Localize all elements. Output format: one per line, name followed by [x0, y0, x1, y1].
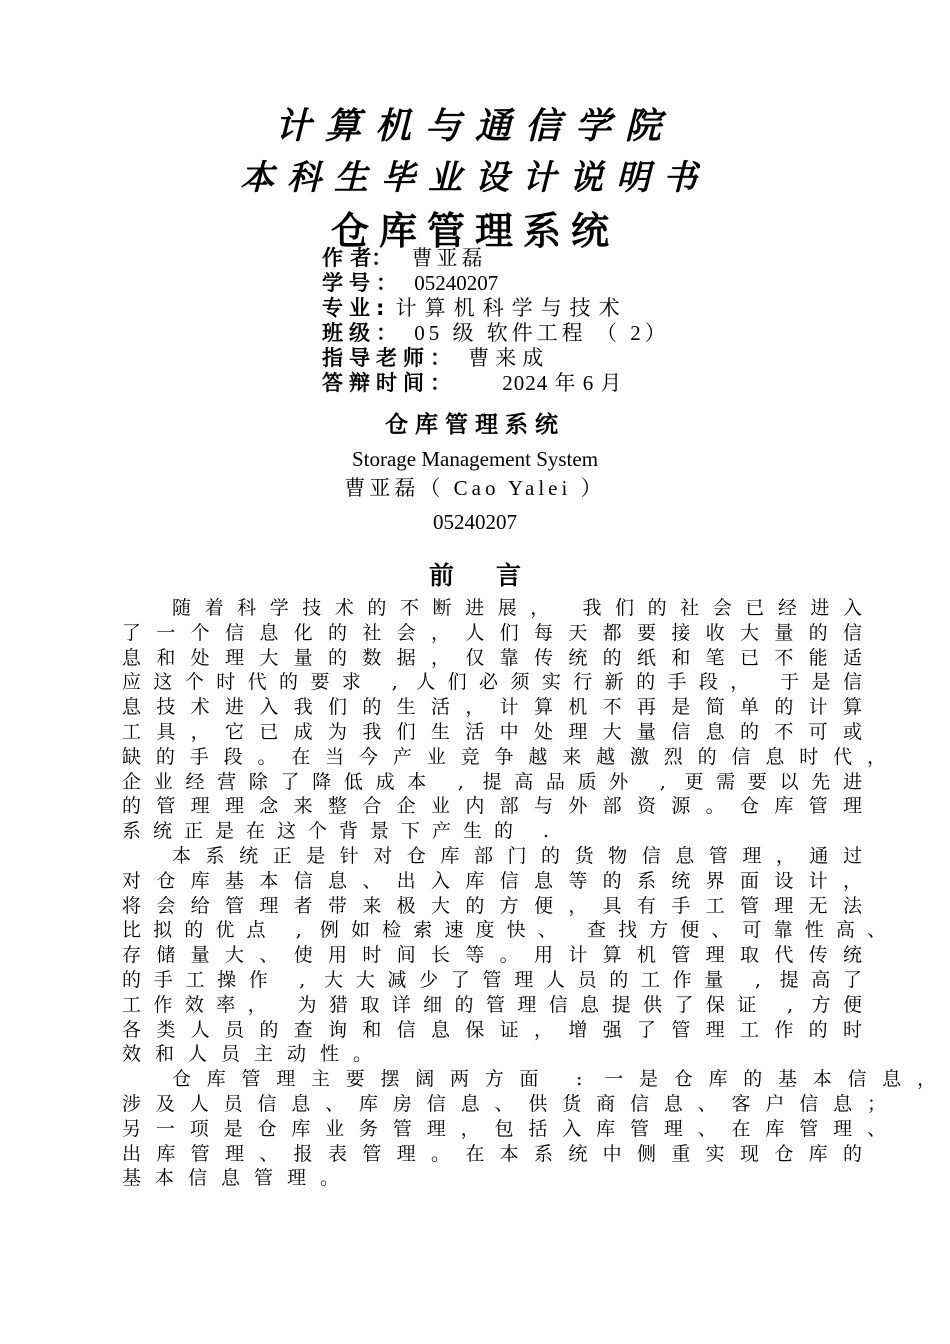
author-bilingual: 曹亚磊（ Cao Yalei ）: [344, 476, 606, 500]
preface-line: 本系统正是针对仓库部门的货物信息管理，通过: [172, 844, 862, 867]
author-row: [322, 246, 882, 271]
preface-line: 缺的手段。在当今产业竞争越来越激烈的信息时代，: [122, 745, 886, 768]
document-type: 本科生毕业设计说明书: [240, 158, 710, 198]
preface-line: 效和人员主动性。: [122, 1043, 387, 1066]
student-id-repeat: 05240207: [433, 510, 517, 534]
preface-line: 系统正是在这个背景下产生的 .: [122, 820, 562, 843]
preface-line: 对仓库基本信息、出入库信息等的系统界面设计，: [122, 869, 862, 892]
preface-line: 息技术进入我们的生活，计算机不再是简单的计算: [122, 696, 862, 719]
advisor-row: [322, 346, 882, 371]
defense-time-row: [322, 371, 882, 396]
defense-time-value: 2024 年 6 月: [502, 371, 623, 395]
preface-line: 了一个信息化的社会，人们每天都要接收大量的信: [122, 621, 862, 644]
second-title: 仓库管理系统: [385, 412, 565, 438]
preface-heading: 前言: [428, 561, 563, 590]
major-row: [322, 296, 882, 321]
student-id-label: 学号：: [322, 271, 403, 295]
advisor-label: 指导老师：: [322, 346, 457, 370]
author-value: 曹亚磊: [411, 246, 487, 270]
preface-line: 涉及人员信息、库房信息、供货商信息、客户信息；: [122, 1092, 886, 1115]
preface-line: 的管理理念来整合企业内部与外部资源。仓库管理: [122, 795, 862, 818]
preface-line: 仓库管理主要摆阔两方面 : 一是仓库的基本信息，: [172, 1068, 936, 1091]
preface-line: 比拟的优点 , 例如检索速度快、 查找方便、可靠性高、: [122, 919, 886, 942]
preface-line: 将会给管理者带来极大的方便，具有手工管理无法: [122, 894, 862, 917]
major-label: 专业:: [322, 296, 391, 320]
class-value: 05 级 软件工程 （ 2）: [414, 321, 670, 345]
class-row: [322, 321, 882, 346]
advisor-value: 曹来成: [468, 346, 550, 370]
school-name: 计算机与通信学院: [274, 105, 675, 147]
preface-line: 应这个时代的要求 , 人们必须实行新的手段， 于是信: [122, 671, 862, 694]
preface-line: 另一项是仓库业务管理，包括入库管理、在库管理、: [122, 1117, 886, 1140]
english-title: Storage Management System: [351, 447, 599, 471]
major-value: 计算机科学与技术: [395, 296, 628, 320]
class-label: 班级：: [322, 321, 403, 345]
preface-line: 随着科学技术的不断进展， 我们的社会已经进入: [172, 597, 862, 619]
preface-line: 工具，它已成为我们生活中处理大量信息的不可或: [122, 720, 862, 743]
thesis-title: 仓库管理系统: [330, 209, 619, 253]
preface-line: 各类人员的查询和信息保证，增强了管理工作的时: [122, 1018, 862, 1041]
preface-body: [122, 596, 936, 1191]
student-id-row: [322, 271, 882, 296]
preface-line: 基本信息管理。: [122, 1167, 354, 1190]
author-label: 作 者：: [322, 246, 393, 270]
preface-line: 出库管理、报表管理。在本系统中侧重实现仓库的: [122, 1142, 862, 1165]
preface-line: 存储量大、使用时间长等。用计算机管理取代传统: [122, 944, 862, 967]
preface-line: 工作效率， 为猎取详细的管理信息提供了保证 , 方便: [122, 993, 862, 1016]
student-id-value: 05240207: [414, 271, 499, 295]
preface-line: 息和处理大量的数据，仅靠传统的纸和笔已不能适: [122, 646, 862, 669]
defense-time-label: 答辩时间：: [322, 371, 457, 395]
preface-line: 企业经营除了降低成本 , 提高品质外 , 更需要以先进: [122, 770, 862, 793]
preface-line: 的手工操作 , 大大减少了管理人员的工作量 , 提高了: [122, 968, 862, 991]
